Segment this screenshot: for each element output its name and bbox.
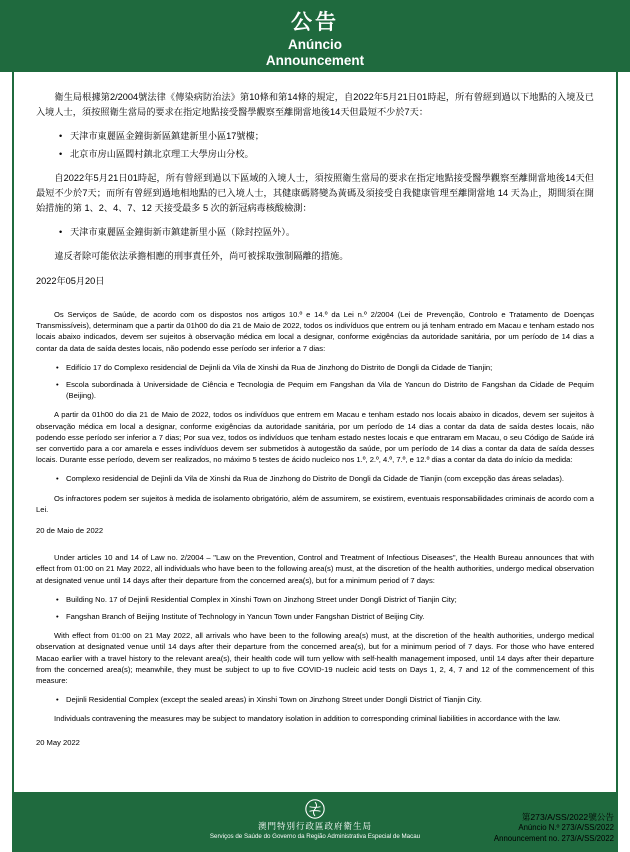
footer-organization-portuguese: Serviços de Saúde do Governo da Região Administrativa Especial de Macau <box>209 833 421 840</box>
list-item: • Building No. 17 of Dejinli Residential Complex in Xinshi Town on Jinzhong Street under Dongli District of Tianjin City; <box>66 594 594 605</box>
macau-health-bureau-logo-icon <box>304 798 326 820</box>
english-section <box>36 552 594 748</box>
chinese-section <box>36 90 594 289</box>
chinese-date: 2022年05月20日 <box>36 276 105 286</box>
portuguese-bullet-list-2 <box>36 473 594 484</box>
header-title-portuguese: Anúncio <box>288 37 342 52</box>
chinese-paragraph-3: 違反者除可能依法承擔相應的刑事責任外，尚可被採取強制隔離的措施。 <box>54 251 349 261</box>
portuguese-paragraph-3: Os infractores podem ser sujeitos à medida de isolamento obrigatório, além de assumirem, se existirem, eventuais responsabilidades criminais de acordo com a Lei. <box>36 493 594 514</box>
chinese-paragraph-1: 衛生局根據第2/2004號法律《傳染病防治法》第10條和第14條的規定，自2022年5月21日01時起，所有曾經到過以下地點的入境及已入境人士，須按照衛生當局的要求在指定地點接受醫學觀察至離開當地後14天但最短不少於7天： <box>36 92 594 117</box>
list-item: • 天津市東麗區金鐘街新區鎮建新里小區17號樓； <box>70 129 594 144</box>
english-date: 20 May 2022 <box>36 737 80 747</box>
list-item: • 天津市東麗區金鐘街新市鎮建新里小區（除封控區外）。 <box>70 225 594 240</box>
list-item: • 北京市房山區閻村鎮北京理工大學房山分校。 <box>70 147 594 162</box>
footer-organization-chinese: 澳門特別行政區政府衛生局 <box>257 821 372 831</box>
chinese-paragraph-2: 自2022年5月21日01時起，所有曾經到過以下區域的入境人士，須按照衛生當局的要求在指定地點接受醫學觀察至離開當地後14天但最短不少於7天；而所有曾經到過地相地點的已入境人士，其健康碼將變為黃碼及須接受自我健康管理至離開當地 14 天為止，期間須在開始措施的第 1、2、4、7、12 天接受最多 5 次的新冠病毒核酸檢測： <box>36 173 594 213</box>
english-bullet-list-1 <box>36 594 594 622</box>
document-content <box>36 90 594 792</box>
reference-portuguese: Anúncio N.º 273/A/SS/2022 <box>518 823 614 832</box>
portuguese-section <box>36 309 594 536</box>
header-title-english: Announcement <box>265 53 365 68</box>
chinese-bullet-list-2 <box>36 225 594 240</box>
document-reference-block <box>494 811 614 844</box>
portuguese-date: 20 de Maio de 2022 <box>36 526 104 536</box>
header-title-chinese: 公告 <box>291 11 339 34</box>
page-header <box>0 0 630 72</box>
reference-english: Announcement no. 273/A/SS/2022 <box>493 833 614 843</box>
list-item: • Escola subordinada à Universidade de Ciência e Tecnologia de Pequim em Fangshan da Vila de Yancun do Distrito de Fangshan da Cidade de Pequim (Beijing). <box>66 379 594 401</box>
english-paragraph-1: Under articles 10 and 14 of Law no. 2/2004 – "Law on the Prevention, Control and Treatment of Infectious Diseases", the Health Bureau announces that with effect from 01:00 on 21 May 2022, all individuals who have been to the following area(s) must, at the discretion of the health authorities, undergo medical observation at designated venue until 14 days after their departure from the concerned area(s), but for a minimum period of 7 days: <box>36 553 594 585</box>
portuguese-bullet-list-1 <box>36 362 594 402</box>
list-item: • Edifício 17 do Complexo residencial de Dejinli da Vila de Xinshi da Rua de Jinzhong do Distrito de Dongli da Cidade de Tianjin; <box>66 362 594 373</box>
document-body-frame <box>12 72 618 792</box>
chinese-bullet-list-1 <box>36 129 594 162</box>
english-paragraph-3: Individuals contravening the measures may be subject to mandatory isolation in addition to corresponding criminal liabilities in accordance with the law. <box>54 714 561 724</box>
english-bullet-list-2 <box>36 694 594 705</box>
portuguese-paragraph-1: Os Serviços de Saúde, de acordo com os dispostos nos artigos 10.º e 14.º da Lei n.º 2/2004 (Lei de Prevenção, Controlo e Tratamento de Doenças Transmissíveis), determinam que a partir da 01h00 do dia 21 de Maio de 2022, todos os indivíduos que entrem ou já tenham entrado em Macau e tenham estado nos locais abaixo indicados, devem ser sujeitos à observação médica em local a designar, conforme exigências da autoridade sanitária, por um período de 14 dias a contar da data de saída destes locais, não podendo esse período ser inferior a 7 dias: <box>36 310 594 353</box>
reference-chinese: 第273/A/SS/2022號公告 <box>521 812 614 822</box>
portuguese-paragraph-2: A partir da 01h00 do dia 21 de Maio de 2022, todos os indivíduos que entrem em Macau e tenham estado nos locais abaixo in dicados, devem ser sujeitos à observação médica em local a designar, conforme exigências da autoridade sanitária, por um período de 14 dias a contar da data de saída destes locais, não podendo esse período ser inferior a 7 dias; Por sua vez, todos os indivíduos que tenham estado nestes locais e que entraram em Macau, o seu Código de Saúde irá ser convertido para a cor amarela e esses indivíduos devem ser submetidos à autogestão da saúde, por um período de 14 dias a contar da data de saída desses locais. Durante esse período, devem ser realizados, no máximo 5 testes de ácido nucleico nos 1.º, 2.º, 4.º, 7.º, e 12.º dias a contar da data do início da medida: <box>36 410 594 465</box>
list-item: • Fangshan Branch of Beijing Institute of Technology in Yancun Town under Fangshan District of Beijing City. <box>66 611 594 622</box>
english-paragraph-2: With effect from 01:00 on 21 May 2022, all arrivals who have been to the following area(s) must, at the discretion of the health authorities, undergo medical observation at designated venue until 14 days after their departure from the concerned area(s), but for a minimum period of 7 days. For those who have entered Macao earlier with a travel history to the relevant area(s), their health code will turn yellow with self-health management imposed, until 14 days after their departure from the concerned area(s); meanwhile, they must be subject to up to five COVID-19 nucleic acid tests on Days 1, 2, 4, 7 and 12 of the commencement of this measure: <box>36 631 594 686</box>
list-item: • Dejinli Residential Complex (except the sealed areas) in Xinshi Town on Jinzhong Street under Dongli District of Tianjin City. <box>66 694 594 705</box>
list-item: • Complexo residencial de Dejinli da Vila de Xinshi da Rua de Jinzhong do Distrito de Dongli da Cidade de Tianjin (com excepção das áreas seladas). <box>66 473 594 484</box>
